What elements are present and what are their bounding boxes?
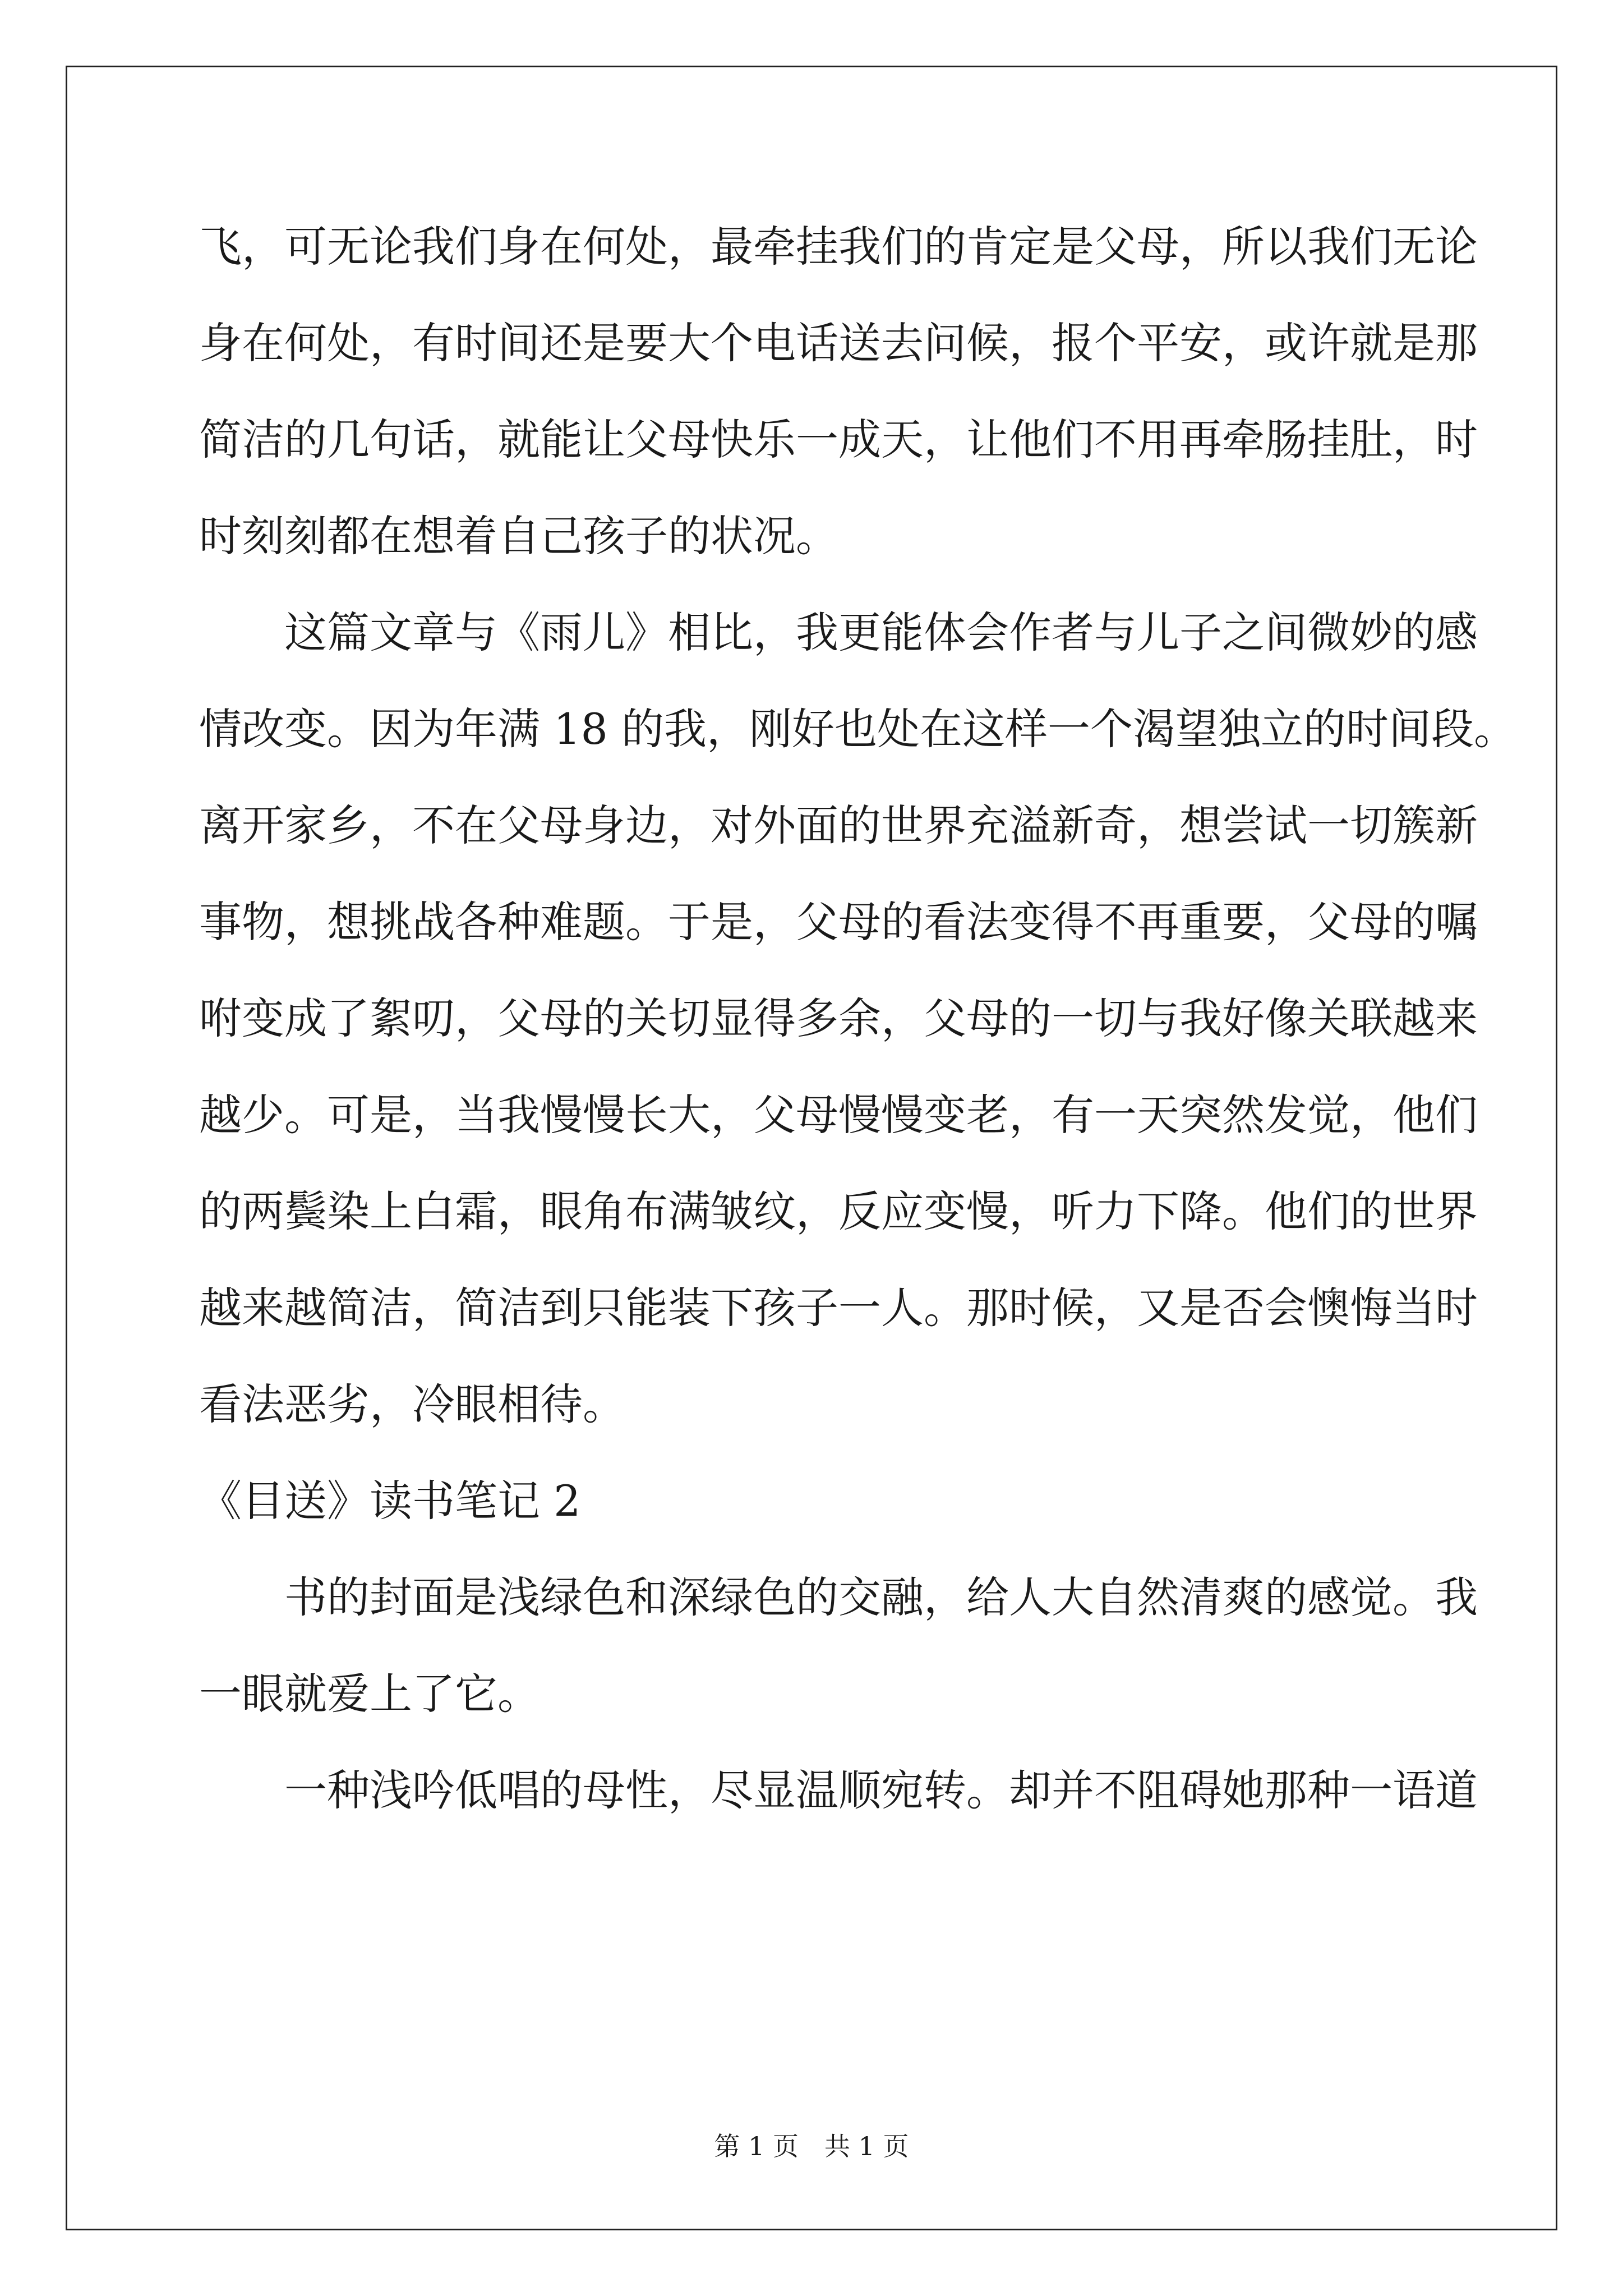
text-line: 身在何处，有时间还是要大个电话送去问候，报个平安，或许就是那	[199, 318, 1478, 368]
text-line: 一眼就爱上了它。	[199, 1669, 540, 1719]
text-line: 离开家乡，不在父母身边，对外面的世界充溢新奇，想尝试一切簇新	[199, 800, 1478, 850]
text-line: 咐变成了絮叨，父母的关切显得多余，父母的一切与我好像关联越来	[199, 993, 1478, 1043]
text-line: 越少。可是，当我慢慢长大，父母慢慢变老，有一天突然发觉，他们	[199, 1090, 1478, 1140]
text-line: 情改变。因为年满 18 的我，刚好也处在这样一个渴望独立的时间段。	[199, 704, 1517, 754]
page-border	[66, 66, 1557, 2230]
text-line: 事物，想挑战各种难题。于是，父母的看法变得不再重要，父母的嘱	[199, 897, 1478, 947]
text-line: 书的封面是浅绿色和深绿色的交融，给人大自然清爽的感觉。我	[284, 1572, 1478, 1622]
text-line: 越来越简洁，简洁到只能装下孩子一人。那时候，又是否会懊悔当时	[199, 1283, 1478, 1333]
text-line: 看法恶劣，冷眼相待。	[199, 1379, 625, 1429]
text-line: 飞，可无论我们身在何处，最牵挂我们的肯定是父母，所以我们无论	[199, 222, 1478, 272]
text-line: 简洁的几句话，就能让父母快乐一成天，让他们不用再牵肠挂肚，时	[199, 415, 1478, 464]
section-heading: 《目送》读书笔记 2	[199, 1476, 581, 1526]
text-line: 这篇文章与《雨儿》相比，我更能体会作者与儿子之间微妙的感	[284, 608, 1478, 657]
text-line: 一种浅吟低唱的母性，尽显温顺宛转。却并不阻碍她那种一语道	[284, 1765, 1478, 1815]
page-footer: 第 1 页 共 1 页	[714, 2131, 909, 2161]
text-line: 时刻刻都在想着自己孩子的状况。	[199, 511, 838, 561]
text-line: 的两鬓染上白霜，眼角布满皱纹，反应变慢，听力下降。他们的世界	[199, 1186, 1478, 1236]
